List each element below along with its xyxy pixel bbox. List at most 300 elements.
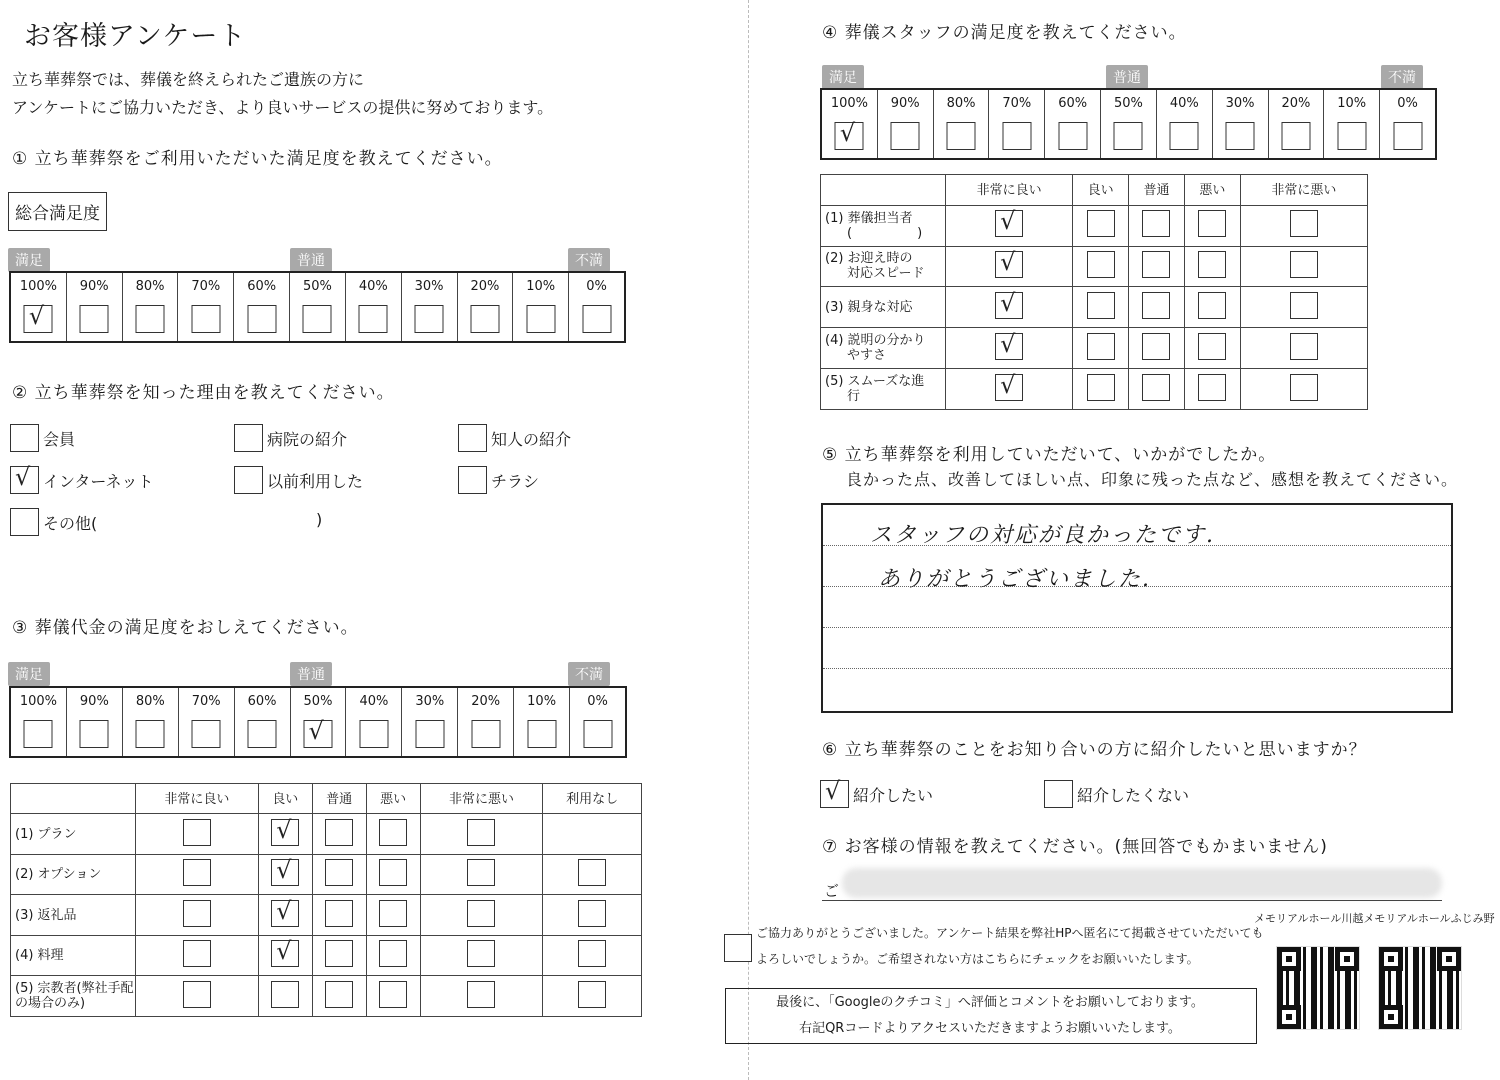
scale-checkbox[interactable] [527,720,556,748]
scale-checkbox[interactable] [136,720,165,748]
scale-cell [67,688,123,756]
scale-checkbox[interactable] [303,305,332,333]
refer-yes-option[interactable] [820,777,934,808]
scale-checkbox[interactable] [470,305,499,333]
rating-cell [543,895,642,936]
q5-heading: ⑤ 立ち華葬祭を利用していただいて、いかがでしたか。 [822,445,1277,465]
refer-no-checkbox[interactable] [1044,780,1073,808]
scale-checkbox[interactable] [136,305,165,333]
rating-cell [420,854,543,895]
row-label-text: (2) オプション [15,867,102,883]
scale-cell [123,688,179,756]
scale-label: 0% [587,694,608,709]
scale-checkbox[interactable] [1281,122,1310,150]
rating-cell [543,976,642,1017]
scale-label: 90% [890,96,920,111]
reason-checkbox[interactable] [234,424,263,452]
check-mark-icon: √ [308,717,324,745]
check-mark-icon: √ [1000,207,1016,236]
refer-yes-checkbox[interactable] [820,777,849,808]
rating-checkbox[interactable] [183,819,211,846]
reason-option[interactable] [458,424,571,452]
rating-checkbox[interactable] [578,981,606,1008]
rating-checkbox[interactable] [1142,210,1170,237]
scale-cell [570,688,625,756]
scale-label: 100% [830,96,868,111]
rating-cell [1129,369,1185,410]
rating-checkbox[interactable] [379,859,407,886]
rating-cell [543,854,642,895]
q3-scale-grid [9,686,627,758]
rating-checkbox[interactable] [325,940,353,967]
scale-checkbox[interactable] [1170,122,1199,150]
rating-cell [946,205,1073,246]
redacted-customer-info [842,868,1442,898]
scale-checkbox[interactable] [415,305,444,333]
rating-checkbox[interactable] [379,900,407,927]
scale-checkbox[interactable] [415,720,444,748]
survey-title: お客様アンケート [24,21,247,52]
scale-checkbox[interactable] [248,720,277,748]
rating-checkbox[interactable] [467,859,495,886]
q6-heading: ⑥ 立ち華葬祭のことをお知り合いの方に紹介したいと思いますか？ [822,740,1367,760]
reason-label: その他( [43,513,98,533]
rating-cell [1073,246,1129,287]
check-mark-icon: √ [276,815,292,844]
q4-detail-table [820,174,1368,410]
scale-cell [402,273,458,341]
reason-option[interactable] [10,508,97,536]
scale-label: 10% [527,694,557,709]
rating-checkbox[interactable] [1142,374,1170,401]
rating-cell [366,854,420,895]
scale-checkbox[interactable] [1058,122,1087,150]
rating-cell [1129,287,1185,328]
rating-cell [420,814,543,855]
rating-cell [1184,328,1240,369]
scale-label: 70% [1002,96,1032,111]
rating-cell [366,935,420,976]
rating-checkbox[interactable] [467,940,495,967]
reason-checkbox[interactable] [10,508,39,536]
tag-satisfied: 満足 [8,662,50,686]
rating-checkbox[interactable] [271,937,299,967]
rating-checkbox[interactable] [1198,374,1226,401]
rating-cell [136,854,259,895]
q3-detail-table [10,783,642,1017]
page-fold-divider [748,0,749,1080]
google-note-line-2: 右記QRコードよりアクセスいただきますようお願いいたします。 [799,1021,1181,1036]
scale-cell [569,273,624,341]
rating-checkbox[interactable] [578,859,606,886]
row-label-text: (1) プラン [15,826,77,842]
tag-neutral: 普通 [1106,65,1148,89]
table-row [821,328,1368,369]
scale-checkbox[interactable] [192,720,221,748]
rating-checkbox[interactable] [271,815,299,846]
scale-cell [822,90,878,158]
scale-label: 60% [247,694,277,709]
rating-checkbox[interactable] [325,981,353,1008]
row-label [11,935,136,976]
q1-scale-grid [9,271,626,343]
scale-cell [1101,90,1157,158]
handwritten-answer-2: ありがとうございました. [878,567,1151,592]
consent-line-1: ご協力ありがとうございました。アンケート結果を弊社HPへ匿名にて掲載させていただいても [756,926,1264,940]
scale-cell [1380,90,1435,158]
rating-checkbox[interactable] [1087,374,1115,401]
consent-note [756,920,1264,972]
consent-opt-out-checkbox[interactable] [724,934,752,962]
rating-checkbox[interactable] [1087,292,1115,319]
rating-checkbox[interactable] [325,900,353,927]
column-header: 利用なし [543,784,642,814]
answer-line [823,628,1451,669]
rating-cell [366,976,420,1017]
scale-label: 60% [247,279,277,294]
scale-label: 70% [191,694,221,709]
scale-cell [234,273,290,341]
scale-label: 80% [946,96,976,111]
row-label-text: (5) スムーズな進 [825,374,925,390]
check-mark-icon: √ [825,777,841,805]
google-review-note [740,990,1240,1042]
check-mark-icon: √ [839,119,856,147]
rating-cell [543,935,642,976]
rating-checkbox[interactable] [1198,251,1226,278]
reason-label: 以前利用した [267,471,364,491]
row-label-subtext: ( ) [847,225,923,241]
google-note-line-1: 最後に、「Googleのクチコミ」へ評価とコメントをお願いしております。 [776,995,1204,1010]
rating-checkbox[interactable] [183,900,211,927]
handwritten-answer-1: スタッフの対応が良かったです. [870,523,1215,548]
rating-cell [1184,287,1240,328]
row-label [11,895,136,936]
rating-cell [946,246,1073,287]
rating-checkbox[interactable] [1142,251,1170,278]
rating-cell [312,814,366,855]
q5-subheading: 良かった点、改善してほしい点、印象に残った点など、感想を教えてください。 [846,470,1459,489]
refer-no-option[interactable] [1044,780,1189,808]
check-mark-icon: √ [1000,370,1016,399]
rating-cell [258,935,312,976]
rating-checkbox[interactable] [379,981,407,1008]
scale-checkbox[interactable] [1337,122,1366,150]
scale-label: 100% [19,694,58,709]
reason-checkbox[interactable] [458,424,487,452]
rating-cell [258,814,312,855]
rating-checkbox[interactable] [1198,210,1226,237]
reason-option[interactable] [234,424,347,452]
rating-checkbox[interactable] [271,981,299,1008]
table-row [11,814,642,855]
row-label [821,287,946,328]
rating-cell [1073,287,1129,328]
scale-checkbox[interactable] [80,305,109,333]
scale-label: 0% [586,279,607,294]
rating-cell [543,814,642,855]
check-mark-icon: √ [1000,288,1016,317]
check-mark-icon: √ [276,896,292,925]
rating-checkbox[interactable] [183,981,211,1008]
check-mark-icon: √ [15,463,31,491]
scale-cell [458,688,514,756]
tag-satisfied: 満足 [8,248,50,272]
scale-checkbox[interactable] [359,305,388,333]
name-field-prefix: ご [824,882,840,900]
scale-cell [291,688,347,756]
row-label-text: (3) 親身な対応 [825,299,913,315]
scale-label: 70% [191,279,221,294]
scale-label: 60% [1058,96,1088,111]
rating-checkbox[interactable] [1087,251,1115,278]
rating-cell [1073,369,1129,410]
reason-option[interactable] [458,466,539,494]
refer-yes-label: 紹介したい [853,785,934,805]
rating-checkbox[interactable] [1087,210,1115,237]
rating-checkbox[interactable] [271,856,299,886]
scale-cell [1213,90,1269,158]
check-mark-icon: √ [276,937,292,966]
table-corner [821,175,946,206]
column-header: 非常に悪い [1240,175,1367,206]
rating-checkbox[interactable] [271,896,299,927]
scale-checkbox[interactable] [191,305,220,333]
scale-cell [11,688,67,756]
reason-option[interactable] [234,466,363,494]
scale-cell [878,90,934,158]
tag-dissatisfied: 不満 [1381,65,1423,89]
rating-cell [366,814,420,855]
intro-line-1: 立ち華葬祭では、葬儀を終えられたご遺族の方に [12,70,365,89]
row-label-subtext: 行 [847,389,861,405]
reason-option[interactable] [10,424,75,452]
scale-label: 90% [79,694,109,709]
tag-satisfied: 満足 [822,65,864,89]
table-row [11,895,642,936]
rating-checkbox[interactable] [467,981,495,1008]
scale-checkbox[interactable] [1226,122,1255,150]
rating-cell [136,976,259,1017]
scale-checkbox[interactable] [80,720,109,748]
refer-no-label: 紹介したくない [1077,785,1190,805]
row-label-text: (5) 宗教者(弊社手配の場合のみ) [15,981,134,1012]
row-label-subtext: 対応スピード [847,266,925,282]
rating-cell [1184,369,1240,410]
qr-finder-icon [1335,947,1359,971]
column-header: 非常に悪い [420,784,543,814]
q1-heading: ① 立ち華葬祭をご利用いただいた満足度を教えてください。 [12,149,503,169]
scale-cell [11,273,67,341]
rating-cell [420,976,543,1017]
column-header: 普通 [312,784,366,814]
rating-checkbox[interactable] [325,819,353,846]
reason-checkbox[interactable] [10,463,39,494]
rating-cell [1240,369,1367,410]
tag-neutral: 普通 [290,248,332,272]
table-row [821,287,1368,328]
rating-checkbox[interactable] [183,940,211,967]
rating-checkbox[interactable] [467,819,495,846]
scale-label: 30% [415,694,445,709]
scale-cell [179,688,235,756]
qr-finder-icon [1277,947,1301,971]
scale-checkbox[interactable] [303,717,332,748]
scale-cell [1269,90,1325,158]
qr-code-icon[interactable] [1276,946,1360,1030]
table-row [11,935,642,976]
rating-cell [136,814,259,855]
reason-checkbox[interactable] [458,466,487,494]
scale-cell [67,273,123,341]
scale-checkbox[interactable] [1002,122,1031,150]
scale-checkbox[interactable] [582,305,611,333]
rating-checkbox[interactable] [1142,292,1170,319]
rating-cell [1240,246,1367,287]
scale-checkbox[interactable] [247,305,276,333]
rating-cell [136,895,259,936]
scale-checkbox[interactable] [1393,122,1422,150]
rating-cell [420,935,543,976]
rating-cell [258,976,312,1017]
rating-cell [1240,328,1367,369]
intro-text [12,66,553,122]
scale-cell [934,90,990,158]
scale-cell [1045,90,1101,158]
rating-cell [1184,246,1240,287]
rating-checkbox[interactable] [183,859,211,886]
scale-checkbox[interactable] [24,720,53,748]
scale-label: 20% [470,279,500,294]
table-corner [11,784,136,814]
table-header-row [11,784,642,814]
scale-checkbox[interactable] [1114,122,1143,150]
rating-checkbox[interactable] [1290,374,1318,401]
q4-scale-grid [820,88,1437,160]
qr-finder-icon [1277,1005,1301,1029]
rating-cell [1073,205,1129,246]
table-row [821,205,1368,246]
scale-checkbox[interactable] [526,305,555,333]
row-label-subtext: やすさ [847,348,887,364]
rating-cell [258,854,312,895]
scale-checkbox[interactable] [359,720,388,748]
reason-label: 会員 [43,429,76,449]
scale-label: 40% [359,694,389,709]
scale-label: 30% [1225,96,1255,111]
scale-label: 50% [303,279,332,294]
table-row [821,369,1368,410]
scale-checkbox[interactable] [24,302,53,333]
rating-checkbox[interactable] [1290,292,1318,319]
rating-checkbox[interactable] [379,940,407,967]
reason-option[interactable] [10,463,154,494]
rating-checkbox[interactable] [995,329,1023,360]
scale-label: 40% [1169,96,1199,111]
row-label-text: (4) 料理 [15,948,64,964]
scale-label: 50% [1114,96,1143,111]
rating-cell [1129,246,1185,287]
check-mark-icon: √ [28,302,45,330]
scale-cell [458,273,514,341]
reason-checkbox[interactable] [10,424,39,452]
scale-cell [178,273,234,341]
column-header: 悪い [366,784,420,814]
scale-checkbox[interactable] [835,119,864,150]
rating-checkbox[interactable] [379,819,407,846]
rating-checkbox[interactable] [325,859,353,886]
row-label [821,205,946,246]
rating-checkbox[interactable] [1198,333,1226,360]
rating-checkbox[interactable] [1087,333,1115,360]
rating-checkbox[interactable] [1290,210,1318,237]
scale-label: 20% [1281,96,1311,111]
rating-cell [1184,205,1240,246]
rating-cell [1240,287,1367,328]
q3-heading: ③ 葬儀代金の満足度をおしえてください。 [12,618,359,638]
rating-checkbox[interactable] [1142,333,1170,360]
row-label [11,976,136,1017]
reason-label: チラシ [491,471,540,491]
rating-checkbox[interactable] [578,900,606,927]
rating-cell [1240,205,1367,246]
rating-checkbox[interactable] [1290,251,1318,278]
scale-checkbox[interactable] [947,122,976,150]
rating-checkbox[interactable] [995,370,1023,401]
column-header: 非常に良い [946,175,1073,206]
table-row [11,976,642,1017]
row-label-text: (4) 説明の分かり [825,333,926,349]
row-label [821,369,946,410]
name-field-underline [822,900,1442,901]
check-mark-icon: √ [1000,247,1016,276]
overall-satisfaction-label: 総合満足度 [8,192,107,231]
q7-heading: ⑦ お客様の情報を教えてください。(無回答でもかまいません) [822,837,1328,857]
scale-cell [123,273,179,341]
scale-label: 40% [358,279,388,294]
row-label [11,814,136,855]
scale-label: 30% [414,279,444,294]
rating-checkbox[interactable] [995,247,1023,278]
row-label [821,246,946,287]
rating-checkbox[interactable] [1290,333,1318,360]
qr-code-icon[interactable] [1378,946,1462,1030]
rating-checkbox[interactable] [995,207,1023,237]
column-header: 非常に良い [136,784,259,814]
table-row [11,854,642,895]
rating-checkbox[interactable] [578,940,606,967]
rating-checkbox[interactable] [467,900,495,927]
rating-checkbox[interactable] [1198,292,1226,319]
qr-finder-icon [1379,1005,1403,1029]
scale-label: 10% [1337,96,1367,111]
reason-checkbox[interactable] [234,466,263,494]
check-mark-icon: √ [1000,329,1016,358]
scale-cell [514,688,570,756]
rating-checkbox[interactable] [995,288,1023,319]
scale-label: 90% [79,279,109,294]
scale-cell [346,273,402,341]
scale-label: 20% [471,694,501,709]
qr-finder-icon [1379,947,1403,971]
q2-heading: ② 立ち華葬祭を知った理由を教えてください。 [12,383,395,403]
tag-dissatisfied: 不満 [568,248,610,272]
scale-checkbox[interactable] [891,122,920,150]
rating-cell [1129,205,1185,246]
scale-checkbox[interactable] [583,720,612,748]
scale-cell [346,688,402,756]
scale-checkbox[interactable] [471,720,500,748]
